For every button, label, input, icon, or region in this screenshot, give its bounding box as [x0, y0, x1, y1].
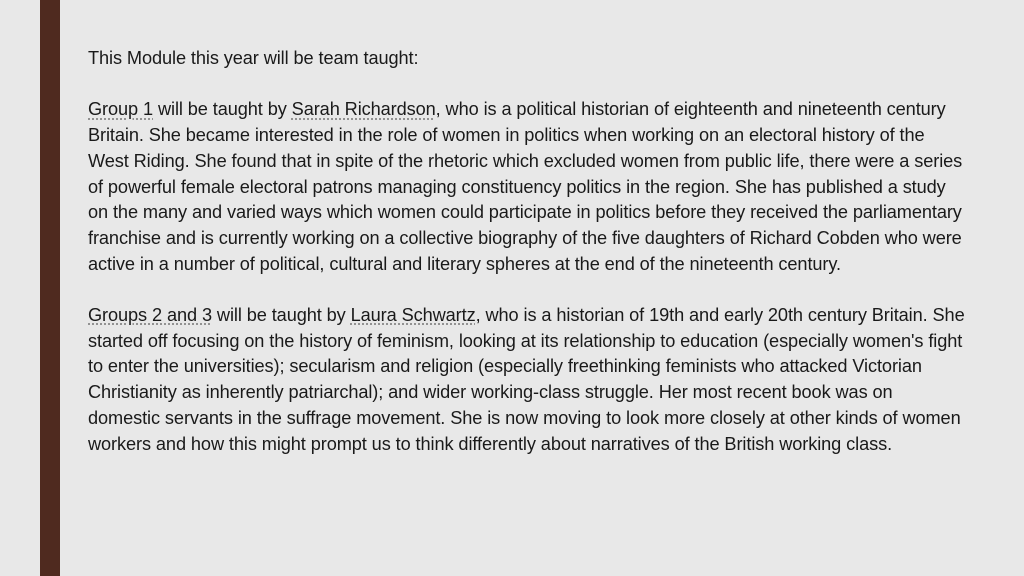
group1-mid-text: will be taught by: [153, 99, 292, 120]
group1-paragraph: [88, 97, 968, 277]
group23-label: Groups 2 and 3: [88, 305, 212, 325]
slide-body: [88, 46, 968, 483]
group23-description: , who is a historian of 19th and early 20th century Britain. She started off focusing on the history of feminism, looking at its relationship to education (especially women's fight to enter the universities); secularism and religion (especially freethinking feminists who attacked Victorian Christianity as inherently patriarchal); and wider working-class struggle. Her most recent book was on domestic servants in the suffrage movement. She is now moving to look more closely at other kinds of women workers and how this might prompt us to think differently about narratives of the British working class.: [88, 305, 965, 454]
group1-description: , who is a political historian of eighteenth and nineteenth century Britain. She became interested in the role of women in politics when working on an electoral history of the West Riding. She found that in spite of the rhetoric which excluded women from public life, there were a series of powerful female electoral patrons managing constituency politics in the region. She has published a study on the many and varied ways which women could participate in politics before they received the parliamentary franchise and is currently working on a collective biography of the five daughters of Richard Cobden who were active in a number of political, cultural and literary spheres at the end of the nineteenth century.: [88, 99, 963, 274]
accent-bar: [40, 0, 60, 576]
group23-teacher-name: Laura Schwartz: [350, 305, 476, 325]
group1-label: Group 1: [88, 99, 154, 120]
group23-mid-text: will be taught by: [211, 305, 351, 325]
intro-line: This Module this year will be team taught:: [88, 48, 419, 68]
group1-teacher-name: Sarah Richardson: [291, 99, 436, 120]
group23-paragraph: [88, 303, 968, 457]
